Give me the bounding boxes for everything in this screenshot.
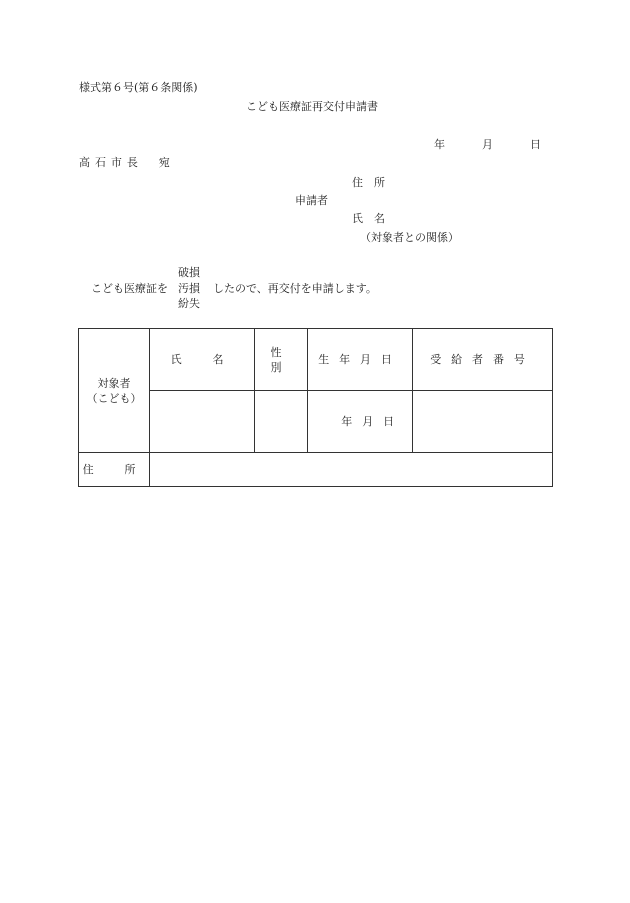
applicant-relation-label: （対象者との関係） [360,231,459,244]
applicant-name-label: 氏 名 [352,212,385,225]
reason-soiled: 汚損 [178,282,200,295]
header-gender: 性 別 [255,329,308,391]
child-gender-field[interactable] [255,391,308,453]
statement-prefix: こども医療証を [91,282,168,295]
statement-suffix: したので、再交付を申請します。 [213,282,377,295]
date-day-label: 日 [530,138,541,151]
table-header-row [79,329,553,391]
target-label-line2: （こども） [86,391,142,405]
header-birthdate: 生年月日 [308,329,413,391]
form-number: 様式第６号(第６条関係) [79,81,198,94]
subject-table [78,328,553,487]
header-name: 氏 名 [150,329,255,391]
date-year-label: 年 [434,138,445,151]
applicant-address-label: 住 所 [352,176,385,189]
target-label-cell [79,329,150,453]
addressee: 高石市長 宛 [79,156,175,169]
reason-lost: 紛失 [178,297,200,310]
applicant-label: 申請者 [295,194,328,207]
target-label-line1: 対象者 [97,376,131,390]
document-title: こども医療証再交付申請書 [246,100,378,113]
birthdate-units: 年月日 [341,415,404,428]
date-month-label: 月 [482,138,493,151]
reason-damaged: 破損 [178,266,200,279]
child-birthdate-field[interactable] [308,391,413,453]
table-input-row [79,391,553,453]
recipient-number-field[interactable] [413,391,553,453]
child-name-field[interactable] [150,391,255,453]
child-address-field[interactable] [150,453,553,487]
header-recipient-number: 受給者番号 [413,329,553,391]
child-address-label: 住 所 [79,453,150,487]
table-address-row [79,453,553,487]
